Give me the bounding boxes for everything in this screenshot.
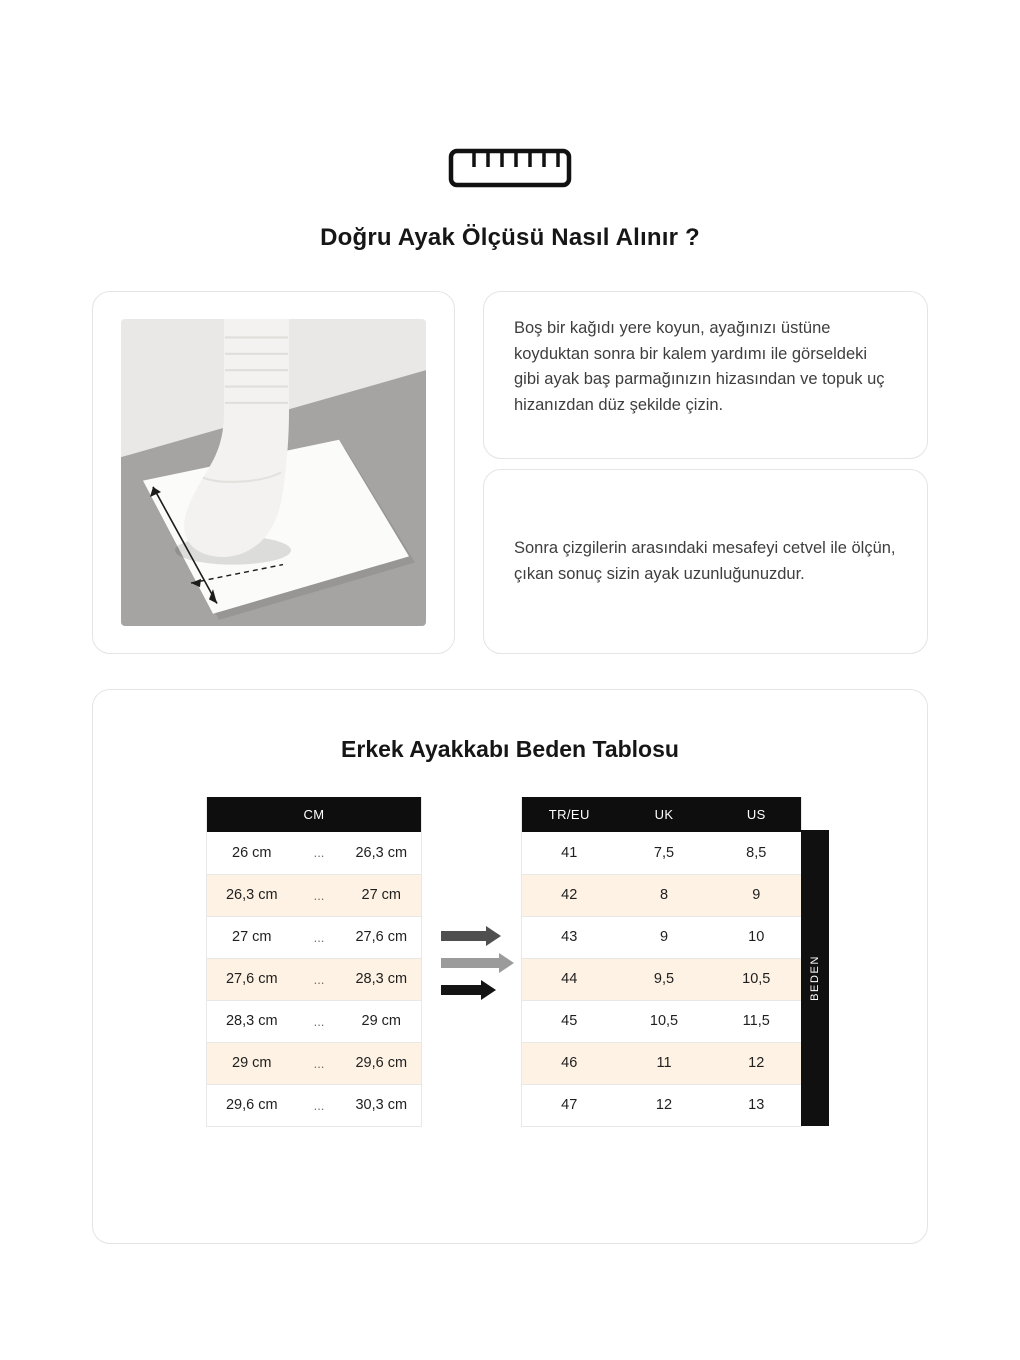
treu-cell: 41 [561, 844, 578, 861]
range-dots: ... [313, 1013, 325, 1029]
conversion-arrows-icon [441, 924, 516, 1002]
cm-max-cell: 29 cm [361, 1013, 401, 1029]
range-dots: ... [313, 1097, 325, 1113]
size-tables [93, 797, 927, 1137]
treu-cell: 47 [561, 1097, 578, 1113]
uk-cell: 9,5 [653, 971, 675, 987]
size-table-row [522, 1000, 802, 1042]
beden-label-text: BEDEN [809, 955, 821, 1001]
treu-cell: 44 [561, 971, 578, 987]
range-dots: ... [313, 971, 325, 987]
cm-max-cell: 28,3 cm [355, 971, 408, 987]
cm-table-row [207, 1042, 422, 1084]
size-table-row [522, 958, 802, 1000]
treu-cell: 45 [561, 1013, 578, 1029]
range-dots: ... [313, 929, 325, 945]
ruler-icon [0, 0, 1020, 188]
uk-cell: 7,5 [653, 844, 675, 861]
size-table-row [522, 832, 802, 874]
cm-min-cell: 28,3 cm [225, 1013, 278, 1029]
us-cell: 13 [748, 1097, 765, 1113]
range-dots: ... [313, 845, 325, 861]
cm-min-cell: 26 cm [232, 844, 272, 861]
us-cell: 8,5 [746, 844, 767, 861]
range-dots: ... [313, 887, 325, 903]
size-table [521, 797, 802, 1127]
uk-cell: 9 [659, 929, 669, 945]
beden-side-label [801, 830, 829, 1126]
size-col-header-us: US [712, 797, 802, 832]
uk-cell: 10,5 [649, 1013, 679, 1029]
size-table-row [522, 916, 802, 958]
cm-table-row [207, 1084, 422, 1126]
us-cell: 10 [748, 929, 765, 945]
instructions-section [92, 291, 928, 654]
cm-max-cell: 27 cm [361, 887, 401, 903]
page-title: Doğru Ayak Ölçüsü Nasıl Alınır ? [320, 224, 700, 251]
cm-table [206, 797, 422, 1127]
instruction-text-2: Sonra çizgilerin arasındaki mesafeyi cetvel ile ölçün, çıkan sonuç sizin ayak uzunluğunuzdur. [514, 538, 896, 583]
measurement-photo-card [92, 291, 455, 654]
uk-cell: 11 [656, 1055, 672, 1071]
size-chart-title: Erkek Ayakkabı Beden Tablosu [341, 736, 679, 762]
cm-max-cell: 30,3 cm [355, 1097, 408, 1113]
treu-cell: 42 [561, 887, 578, 903]
cm-table-row [207, 1000, 422, 1042]
cm-min-cell: 29,6 cm [225, 1097, 278, 1113]
instruction-card-1 [483, 291, 928, 459]
size-chart-card [92, 689, 928, 1244]
uk-cell: 12 [655, 1097, 673, 1113]
cm-table-row [207, 874, 422, 916]
cm-max-cell: 27,6 cm [355, 929, 408, 945]
uk-cell: 8 [659, 887, 669, 903]
size-table-wrap [521, 797, 829, 1127]
size-table-row [522, 1084, 802, 1126]
size-table-row [522, 1042, 802, 1084]
treu-cell: 46 [561, 1055, 578, 1071]
us-cell: 11,5 [742, 1013, 770, 1029]
cm-min-cell: 27,6 cm [225, 971, 278, 987]
cm-table-row [207, 916, 422, 958]
cm-table-row [207, 832, 422, 874]
size-col-header-uk: UK [617, 797, 712, 832]
instruction-text-1: Boş bir kağıdı yere koyun, ayağınızı üstüne koyduktan sonra bir kalem yardımı ile görseldeki gibi ayak baş parmağınızın hizasından ve topuk uç hizanızdan düz şekilde çizin. [514, 319, 885, 414]
cm-min-cell: 29 cm [232, 1055, 272, 1071]
cm-min-cell: 26,3 cm [225, 887, 278, 903]
instruction-card-2 [483, 469, 928, 654]
us-cell: 12 [748, 1055, 765, 1071]
treu-cell: 43 [561, 929, 578, 945]
foot-measurement-photo [121, 319, 426, 626]
size-col-header-treu: TR/EU [522, 797, 617, 832]
us-cell: 10,5 [742, 971, 771, 987]
us-cell: 9 [752, 887, 761, 903]
cm-min-cell: 27 cm [232, 929, 272, 945]
range-dots: ... [313, 1055, 325, 1071]
cm-max-cell: 29,6 cm [355, 1055, 408, 1071]
cm-table-header: CM [207, 797, 422, 832]
cm-max-cell: 26,3 cm [355, 844, 408, 861]
size-table-row [522, 874, 802, 916]
instruction-cards [483, 291, 928, 654]
cm-table-row [207, 958, 422, 1000]
